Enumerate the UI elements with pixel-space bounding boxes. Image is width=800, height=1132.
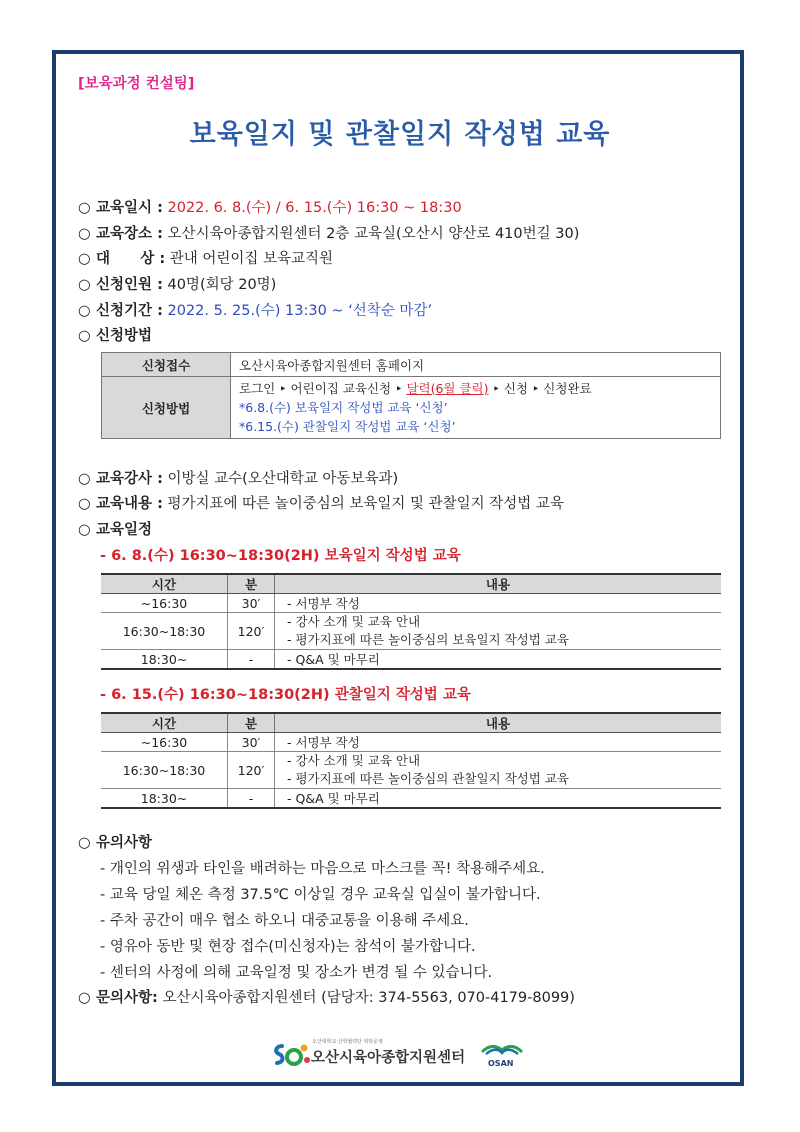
schedule1-table: [101, 573, 721, 670]
logo-caption: 오산대학교 산학협력단 위탁운영: [312, 1039, 383, 1045]
table-row: 16:30~18:30 120′ - 강사 소개 및 교육 안내 - 평가지표에 따른 놀이중심의 보육일지 작성법 교육: [101, 613, 721, 650]
center-logo-icon: [272, 1040, 312, 1070]
schedule2-table: [101, 712, 721, 809]
table-row: 18:30~ - - Q&A 및 마무리: [101, 650, 721, 670]
category-tag: [보육과정 컨설팅]: [78, 76, 195, 92]
table-row: 16:30~18:30 120′ - 강사 소개 및 교육 안내 - 평가지표에 따른 놀이중심의 관찰일지 작성법 교육: [101, 752, 721, 789]
osan-text: OSAN: [488, 1059, 514, 1068]
col-header-time: 시간: [101, 574, 228, 594]
col-header-minutes: 분: [228, 574, 275, 594]
col-header-content: 내용: [275, 574, 722, 594]
note-item: - 주차 공간이 매우 협소 하오니 대중교통을 이용해 주세요.: [100, 913, 469, 929]
note-item: - 센터의 사정에 의해 교육일정 및 장소가 변경 될 수 있습니다.: [100, 965, 493, 981]
info-target: ○ 대 상 : 관내 어린이집 보육교직원: [78, 251, 334, 267]
notes-heading: ○ 유의사항: [78, 835, 153, 851]
col-header-content: 내용: [275, 713, 722, 733]
col-header-time: 시간: [101, 713, 228, 733]
apply-table: [101, 352, 721, 439]
note-item: - 교육 당일 체온 측정 37.5℃ 이상일 경우 교육실 입실이 불가합니다.: [100, 887, 541, 903]
apply-value-method: 로그인 ‣ 어린이집 교육신청 ‣ 달력(6월 클릭) ‣ 신청 ‣ 신청완료 *6.8.(수) 보육일지 작성법 교육 ‘신청’ *6.15.(수) 관찰일지 작성법 교육 ‘신청’: [231, 377, 721, 439]
info-date: ○ 교육일시 : 2022. 6. 8.(수) / 6. 15.(수) 16:30 ~ 18:30: [78, 200, 462, 216]
info-period: ○ 신청기간 : 2022. 5. 25.(수) 13:30 ~ ‘선착순 마감’: [78, 303, 433, 319]
apply-header-method: 신청방법: [102, 377, 231, 439]
info-schedule: ○ 교육일정: [78, 522, 153, 538]
page-title: 보육일지 및 관찰일지 작성법 교육: [189, 119, 611, 150]
apply-value-receipt: 오산시육아종합지원센터 홈페이지: [231, 353, 721, 377]
table-row: ~16:30 30′ - 서명부 작성: [101, 594, 721, 613]
schedule1-heading: - 6. 8.(수) 16:30~18:30(2H) 보육일지 작성법 교육: [100, 548, 461, 564]
table-row: ~16:30 30′ - 서명부 작성: [101, 733, 721, 752]
info-method: ○ 신청방법: [78, 328, 153, 344]
contact-info: ○ 문의사항: 오산시육아종합지원센터 (담당자: 374-5563, 070-4179-8099): [78, 990, 575, 1006]
schedule2-heading: - 6. 15.(수) 16:30~18:30(2H) 관찰일지 작성법 교육: [100, 687, 471, 703]
col-header-minutes: 분: [228, 713, 275, 733]
info-place: ○ 교육장소 : 오산시육아종합지원센터 2층 교육실(오산시 양산로 410번길 30): [78, 226, 580, 242]
calendar-link[interactable]: 달력(6월 클릭): [406, 381, 489, 396]
table-row: 18:30~ - - Q&A 및 마무리: [101, 789, 721, 809]
info-instructor: ○ 교육강사 : 이방실 교수(오산대학교 아동보육과): [78, 471, 399, 487]
info-count: ○ 신청인원 : 40명(회당 20명): [78, 277, 277, 293]
apply-header-receipt: 신청접수: [102, 353, 231, 377]
logo-text: 오산시육아종합지원센터: [311, 1050, 466, 1066]
note-item: - 영유아 동반 및 현장 접수(미신청자)는 참석이 불가합니다.: [100, 939, 476, 955]
note-item: - 개인의 위생과 타인을 배려하는 마음으로 마스크를 꼭! 착용해주세요.: [100, 861, 545, 877]
info-content: ○ 교육내용 : 평가지표에 따른 놀이중심의 보육일지 및 관찰일지 작성법 교육: [78, 496, 564, 512]
